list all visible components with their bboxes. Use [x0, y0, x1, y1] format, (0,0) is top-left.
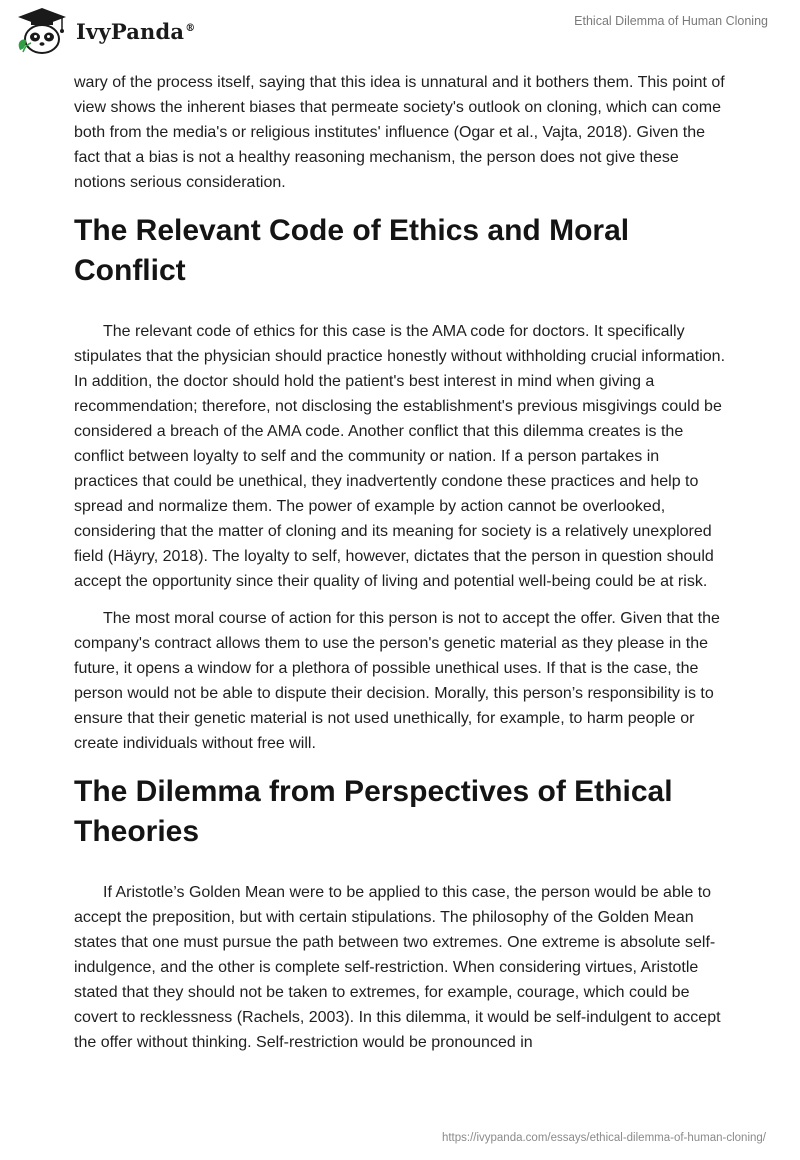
section-heading: The Relevant Code of Ethics and Moral Conflict — [74, 214, 630, 287]
paragraph: If Aristotle’s Golden Mean were to be applied to this case, the person would be able to accept the preposition, but with certain stipulations. The philosophy of the Golden Mean states that one must pursue the path between two extremes. One extreme is absolute self-indulgence, and the other is complete self-restriction. When considering virtues, Aristotle stated that they should not be taken to extremes, for example, courage, which could be covert to recklessness (Rachels, 2003). In this dilemma, it would be self-indulgent to accept the offer without thinking. Self-restriction would be pronounced in — [74, 884, 721, 1051]
site-logo[interactable] — [14, 6, 195, 56]
paragraph: The relevant code of ethics for this case is the AMA code for doctors. It specifically stipulates that the physician should practice honestly without withholding crucial information. In addition, the doctor should hold the patient's best interest in mind when giving a recommendation; therefore, not disclosing the establishment's previous misgivings could be considered a breach of the AMA code. Another conflict that this dilemma creates is the conflict between loyalty to self and the community or nation. If a person partakes in practices that could be unethical, they inadvertently condone these practices and help to spread and normalize them. The power of example by action cannot be overlooked, considering that the matter of cloning and its meaning for society is a relatively unexplored field (Häyry, 2018). The loyalty to self, however, dictates that the person in question should accept the opportunity since their quality of living and potential well-being could be at risk. — [74, 323, 726, 590]
essay-body — [74, 70, 726, 1067]
brand-name: IvyPanda® — [76, 18, 196, 44]
paragraph: The most moral course of action for this person is not to accept the offer. Given that the company's contract allows them to use the person's genetic material as they please in the future, it opens a window for a plethora of possible unethical uses. If that is the case, the person would not be able to dispute their decision. Morally, this person’s responsibility is to ensure that their genetic material is not used unethically, for example, to harm people or create individuals without free will. — [74, 610, 720, 752]
document-title: Ethical Dilemma of Human Cloning — [574, 14, 768, 28]
panda-graduate-icon — [14, 6, 70, 56]
source-url[interactable]: https://ivypanda.com/essays/ethical-dilemma-of-human-cloning/ — [441, 1132, 766, 1144]
registered-mark: ® — [185, 22, 196, 34]
section-heading: The Dilemma from Perspectives of Ethical Theories — [74, 775, 673, 848]
paragraph: wary of the process itself, saying that this idea is unnatural and it bothers them. This point of view shows the inherent biases that permeate society's outlook on cloning, which can come both from the media's or religious institutes' influence (Ogar et al., Vajta, 2018). Given the fact that a bias is not a healthy reasoning mechanism, the person does not give these notions serious consideration. — [74, 74, 725, 191]
